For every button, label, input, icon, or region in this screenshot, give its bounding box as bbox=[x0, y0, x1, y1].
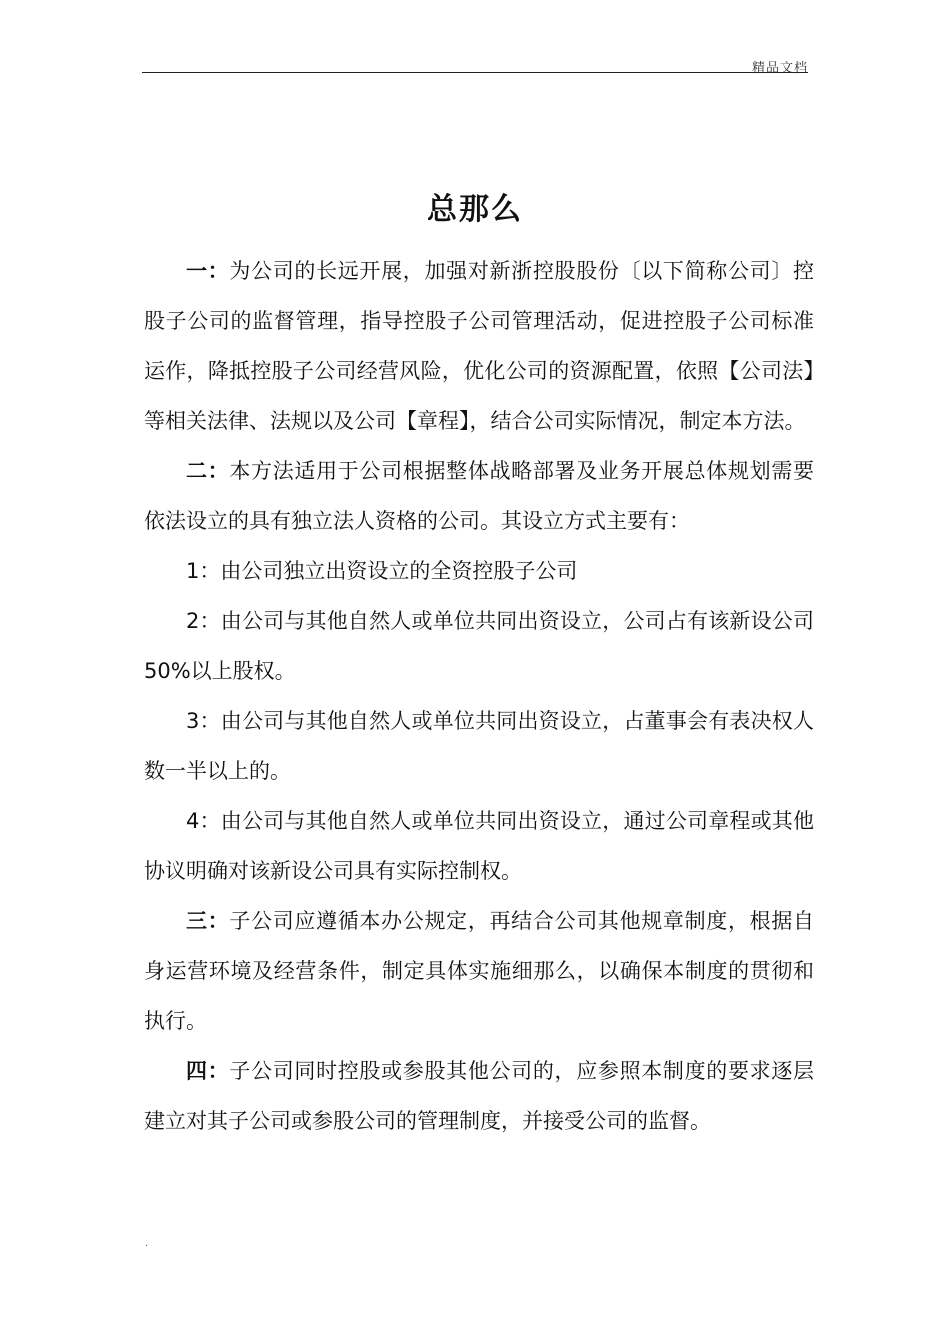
list-item-2 bbox=[144, 596, 814, 696]
document-title: 总那么 bbox=[427, 192, 523, 227]
paragraph-lead: 一： bbox=[186, 259, 230, 283]
paragraph-text: 2：由公司与其他自然人或单位共同出资设立，公司占有该新设公司 50%以上股权。 bbox=[144, 609, 814, 683]
footer-mark: . bbox=[145, 1238, 149, 1249]
list-item-3 bbox=[144, 696, 814, 796]
document-body bbox=[144, 246, 814, 1146]
list-item-1 bbox=[144, 546, 814, 596]
header-divider bbox=[142, 72, 808, 73]
paragraph-1 bbox=[144, 246, 814, 446]
paragraph-text: 为公司的长远开展，加强对新浙控股股份〔以下简称公司〕控股子公司的监督管理，指导控股子公司管理活动，促进控股子公司标准运作，降抵控股子公司经营风险，优化公司的资源配置，依照【公司法】等相关法律、法规以及公司【章程】，结合公司实际情况，制定本方法。 bbox=[144, 259, 814, 433]
header-label: 精品文档 bbox=[751, 61, 808, 76]
list-item-4 bbox=[144, 796, 814, 896]
paragraph-text: 子公司应遵循本办公规定，再结合公司其他规章制度，根据自身运营环境及经营条件，制定具体实施细那么，以确保本制度的贯彻和执行。 bbox=[144, 909, 814, 1033]
paragraph-text: 子公司同时控股或参股其他公司的，应参照本制度的要求逐层建立对其子公司或参股公司的管理制度，并接受公司的监督。 bbox=[144, 1059, 814, 1133]
paragraph-lead: 三： bbox=[186, 909, 230, 933]
paragraph-text: 4：由公司与其他自然人或单位共同出资设立，通过公司章程或其他协议明确对该新设公司具有实际控制权。 bbox=[144, 809, 814, 883]
paragraph-4 bbox=[144, 1046, 814, 1146]
paragraph-text: 3：由公司与其他自然人或单位共同出资设立，占董事会有表决权人数一半以上的。 bbox=[144, 709, 814, 783]
paragraph-3 bbox=[144, 896, 814, 1046]
paragraph-2 bbox=[144, 446, 814, 546]
paragraph-text: 本方法适用于公司根据整体战略部署及业务开展总体规划需要依法设立的具有独立法人资格的公司。其设立方式主要有： bbox=[144, 459, 814, 533]
paragraph-lead: 四： bbox=[186, 1059, 230, 1083]
paragraph-text: 1：由公司独立出资设立的全资控股子公司 bbox=[186, 559, 578, 583]
paragraph-lead: 二： bbox=[186, 459, 230, 483]
